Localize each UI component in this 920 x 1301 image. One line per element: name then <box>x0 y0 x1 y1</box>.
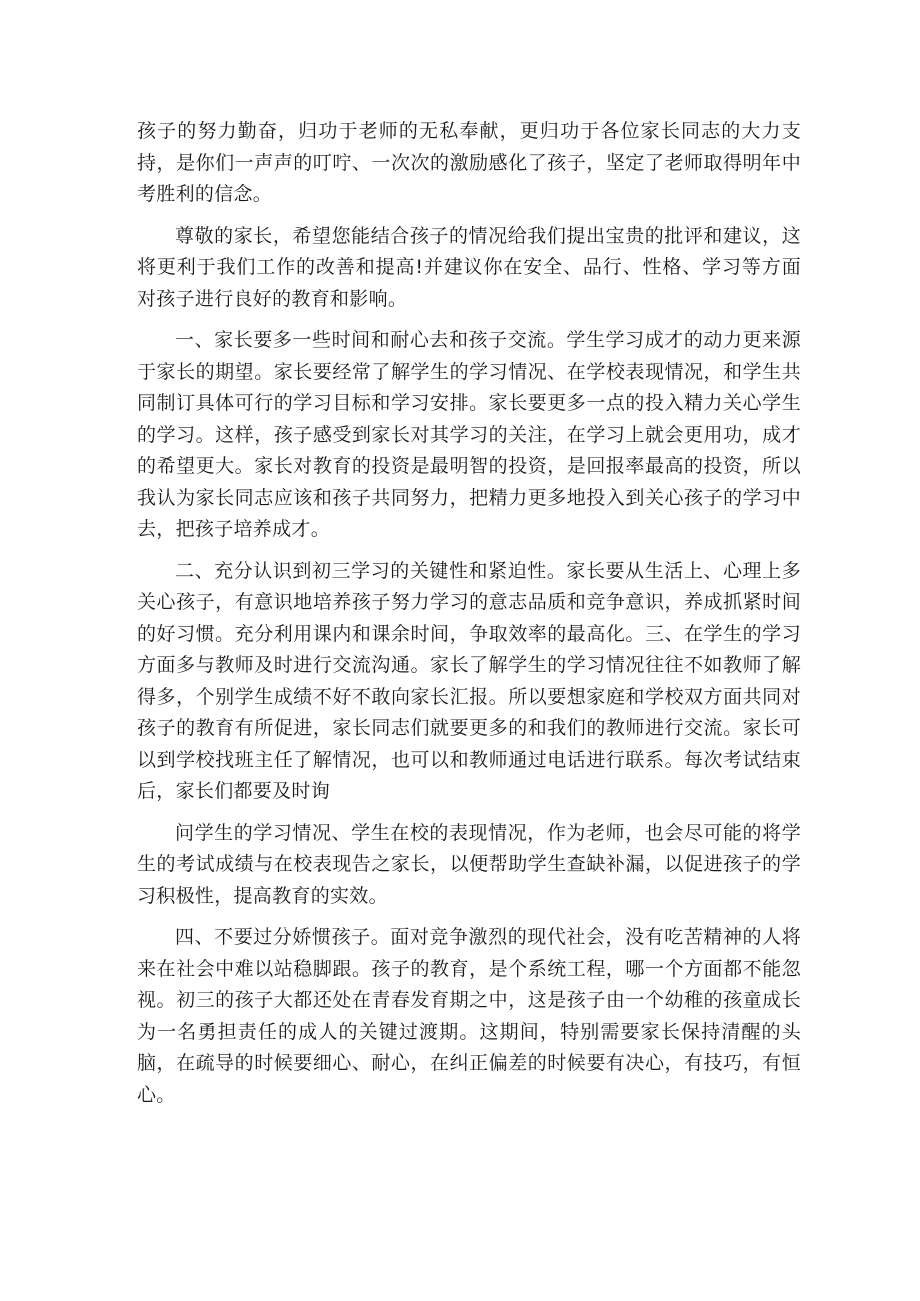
paragraph-point-four: 四、不要过分娇惯孩子。面对竞争激烈的现代社会，没有吃苦精神的人将来在社会中难以站稳脚跟。孩子的教育，是个系统工程，哪一个方面都不能忽视。初三的孩子大都还处在青春发育期之中，这是孩子由一个幼稚的孩童成长为一名勇担责任的成人的关键过渡期。这期间，特别需要家长保持清醒的头脑，在疏导的时候要细心、耐心，在纠正偏差的时候要有决心，有技巧，有恒心。 <box>137 926 801 1106</box>
paragraph-point-one: 一、家长要多一些时间和耐心去和孩子交流。学生学习成才的动力更来源于家长的期望。家长要经常了解学生的学习情况、在学校表现情况，和学生共同制订具体可行的学习目标和学习安排。家长要更多一点的投入精力关心学生的学习。这样，孩子感受到家长对其学习的关注，在学习上就会更用功，成才的希望更大。家长对教育的投资是最明智的投资，是回报率最高的投资，所以我认为家长同志应该和孩子共同努力，把精力更多地投入到关心孩子的学习中去，把孩子培养成才。 <box>137 329 801 540</box>
paragraph-point-three-continued: 问学生的学习情况、学生在校的表现情况，作为老师，也会尽可能的将学生的考试成绩与在校表现告之家长，以便帮助学生查缺补漏，以促进孩子的学习积极性，提高教育的实效。 <box>137 821 801 907</box>
paragraph-point-two-three: 二、充分认识到初三学习的关键性和紧迫性。家长要从生活上、心理上多关心孩子，有意识地培养孩子努力学习的意志品质和竞争意识，养成抓紧时间的好习惯。充分利用课内和课余时间，争取效率的最高化。三、在学生的学习方面多与教师及时进行交流沟通。家长了解学生的学习情况往往不如教师了解得多，个别学生成绩不好不敢向家长汇报。所以要想家庭和学校双方面共同对孩子的教育有所促进，家长同志们就要更多的和我们的教师进行交流。家长可以到学校找班主任了解情况，也可以和教师通过电话进行联系。每次考试结束后，家长们都要及时询 <box>137 559 801 802</box>
paragraph-continuation: 孩子的努力勤奋，归功于老师的无私奉献，更归功于各位家长同志的大力支持，是你们一声声的叮咛、一次次的激励感化了孩子，坚定了老师取得明年中考胜利的信念。 <box>137 120 801 205</box>
document-body <box>137 116 801 1121</box>
paragraph-request-feedback: 尊敬的家长，希望您能结合孩子的情况给我们提出宝贵的批评和建议，这将更利于我们工作的改善和提高!并建议你在安全、品行、性格、学习等方面对孩子进行良好的教育和影响。 <box>137 224 801 310</box>
